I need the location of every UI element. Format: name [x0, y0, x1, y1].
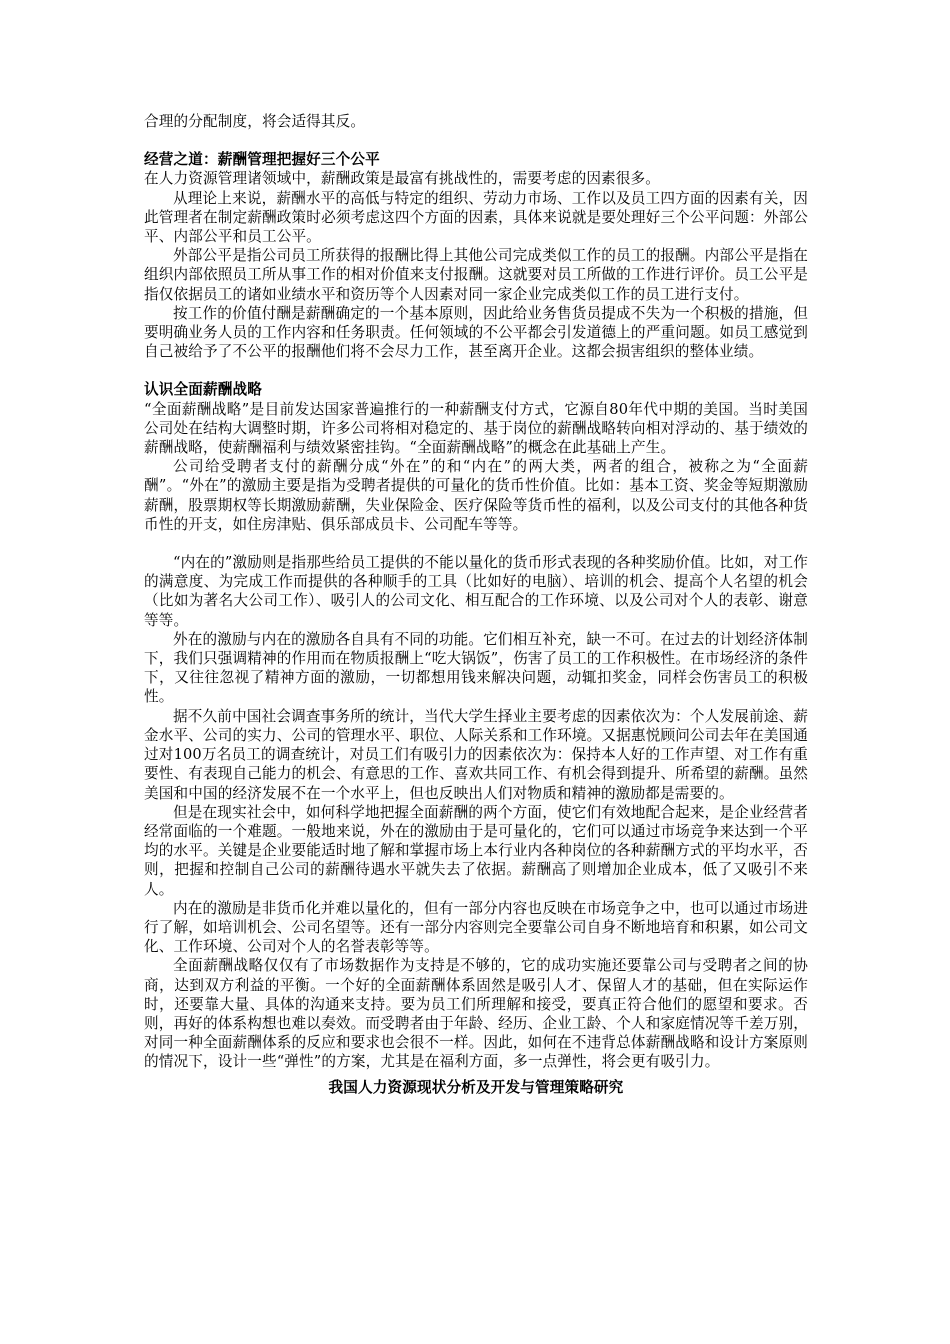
paragraph: “全面薪酬战略”是目前发达国家普遍推行的一种薪酬支付方式，它源自80年代中期的美国。当时美国公司处在结构大调整时期，许多公司将相对稳定的、基于岗位的薪酬战略转向相对浮动的、基于绩效的薪酬战略，使薪酬福利与绩效紧密挂钩。“全面薪酬战略”的概念在此基础上产生。 — [144, 400, 808, 457]
section-heading-fair-pay: 经营之道：薪酬管理把握好三个公平 — [144, 151, 380, 169]
paragraph: 据不久前中国社会调查事务所的统计，当代大学生择业主要考虑的因素依次为：个人发展前途、薪金水平、公司的实力、公司的管理水平、职位、人际关系和工作环境。又据惠悦顾问公司去年在美国通过对100万名员工的调查统计，对员工们有吸引力的因素依次为：保持本人好的工作声望、对工作有重要性、有表现自己能力的机会、有意思的工作、喜欢共同工作、有机会得到提升、所希望的薪酬。虽然美国和中国的经济发展不在一个水平上，但也反映出人们对物质和精神的激励都是需要的。 — [144, 707, 808, 802]
document-page — [144, 112, 808, 1097]
lead-fragment: 合理的分配制度，将会适得其反。 — [144, 113, 366, 130]
section-heading-total-rewards: 认识全面薪酬战略 — [144, 381, 262, 399]
next-section-title: 我国人力资源现状分析及开发与管理策略研究 — [328, 1078, 624, 1096]
paragraph: 内在的激励是非货币化并难以量化的，但有一部分内容也反映在市场竞争之中，也可以通过市场进行了解，如培训机会、公司名望等。还有一部分内容则完全要靠公司自身不断地培育和积累，如公司文化、工作环境、公司对个人的名誉表彰等等。 — [144, 899, 808, 956]
paragraph: 从理论上来说，薪酬水平的高低与特定的组织、劳动力市场、工作以及员工四方面的因素有关，因此管理者在制定薪酬政策时必须考虑这四个方面的因素，具体来说就是要处理好三个公平问题：外部公平、内部公平和员工公平。 — [144, 189, 808, 246]
paragraph: 全面薪酬战略仅仅有了市场数据作为支持是不够的，它的成功实施还要靠公司与受聘者之间的协商，达到双方利益的平衡。一个好的全面薪酬体系固然是吸引人才、保留人才的基础，但在实际运作时，还要靠大量、具体的沟通来支持。要为员工们所理解和接受，要真正符合他们的愿望和要求。否则，再好的体系构想也难以奏效。而受聘者由于年龄、经历、企业工龄、个人和家庭情况等千差万别，对同一种全面薪酬体系的反应和要求也会很不一样。因此，如何在不违背总体薪酬战略和设计方案原则的情况下，设计一些“弹性”的方案，尤其是在福利方面，多一点弹性，将会更有吸引力。 — [144, 957, 808, 1071]
paragraph: 外在的激励与内在的激励各自具有不同的功能。它们相互补充，缺一不可。在过去的计划经济体制下，我们只强调精神的作用而在物质报酬上“吃大锅饭”，伤害了员工的工作积极性。在市场经济的条件下，又往往忽视了精神方面的激励，一切都想用钱来解决问题，动辄扣奖金，同样会伤害员工的积极性。 — [144, 630, 808, 706]
paragraph: 在人力资源管理诸领域中，薪酬政策是最富有挑战性的，需要考虑的因素很多。 — [144, 170, 661, 188]
paragraph: 公司给受聘者支付的薪酬分成“外在”的和“内在”的两大类，两者的组合，被称之为“全面薪酬”。“外在”的激励主要是指为受聘者提供的可量化的货币性价值。比如：基本工资、奖金等短期激励薪酬，股票期权等长期激励薪酬，失业保险金、医疗保险等货币性的福利，以及公司支付的其他各种货币性的开支，如住房津贴、俱乐部成员卡、公司配车等等。 — [144, 458, 808, 533]
paragraph: 外部公平是指公司员工所获得的报酬比得上其他公司完成类似工作的员工的报酬。内部公平是指在组织内部依照员工所从事工作的相对价值来支付报酬。这就要对员工所做的工作进行评价。员工公平是指仅依据员工的诸如业绩水平和资历等个人因素对同一家企业完成类似工作的员工进行支付。 — [144, 247, 808, 303]
paragraph: 但是在现实社会中，如何科学地把握全面薪酬的两个方面，使它们有效地配合起来，是企业经营者经常面临的一个难题。一般地来说，外在的激励由于是可量化的，它们可以通过市场竞争来达到一个平均的水平。关键是企业要能适时地了解和掌握市场上本行业内各种岗位的各种薪酬方式的平均水平，否则，把握和控制自己公司的薪酬待遇水平就失去了依据。薪酬高了则增加企业成本，低了又吸引不来人。 — [144, 803, 808, 898]
paragraph: “内在的”激励则是指那些给员工提供的不能以量化的货币形式表现的各种奖励价值。比如，对工作的满意度、为完成工作而提供的各种顺手的工具（比如好的电脑）、培训的机会、提高个人名望的机会（比如为著名大公司工作）、吸引人的公司文化、相互配合的工作环境、以及公司对个人的表彰、谢意等等。 — [144, 554, 808, 629]
paragraph: 按工作的价值付酬是薪酬确定的一个基本原则，因此给业务售货员提成不失为一个积极的措施，但要明确业务人员的工作内容和任务职责。任何领域的不公平都会引发道德上的严重问题。如员工感觉到自己被给予了不公平的报酬他们将不会尽力工作，甚至离开企业。这都会损害组织的整体业绩。 — [144, 304, 808, 361]
